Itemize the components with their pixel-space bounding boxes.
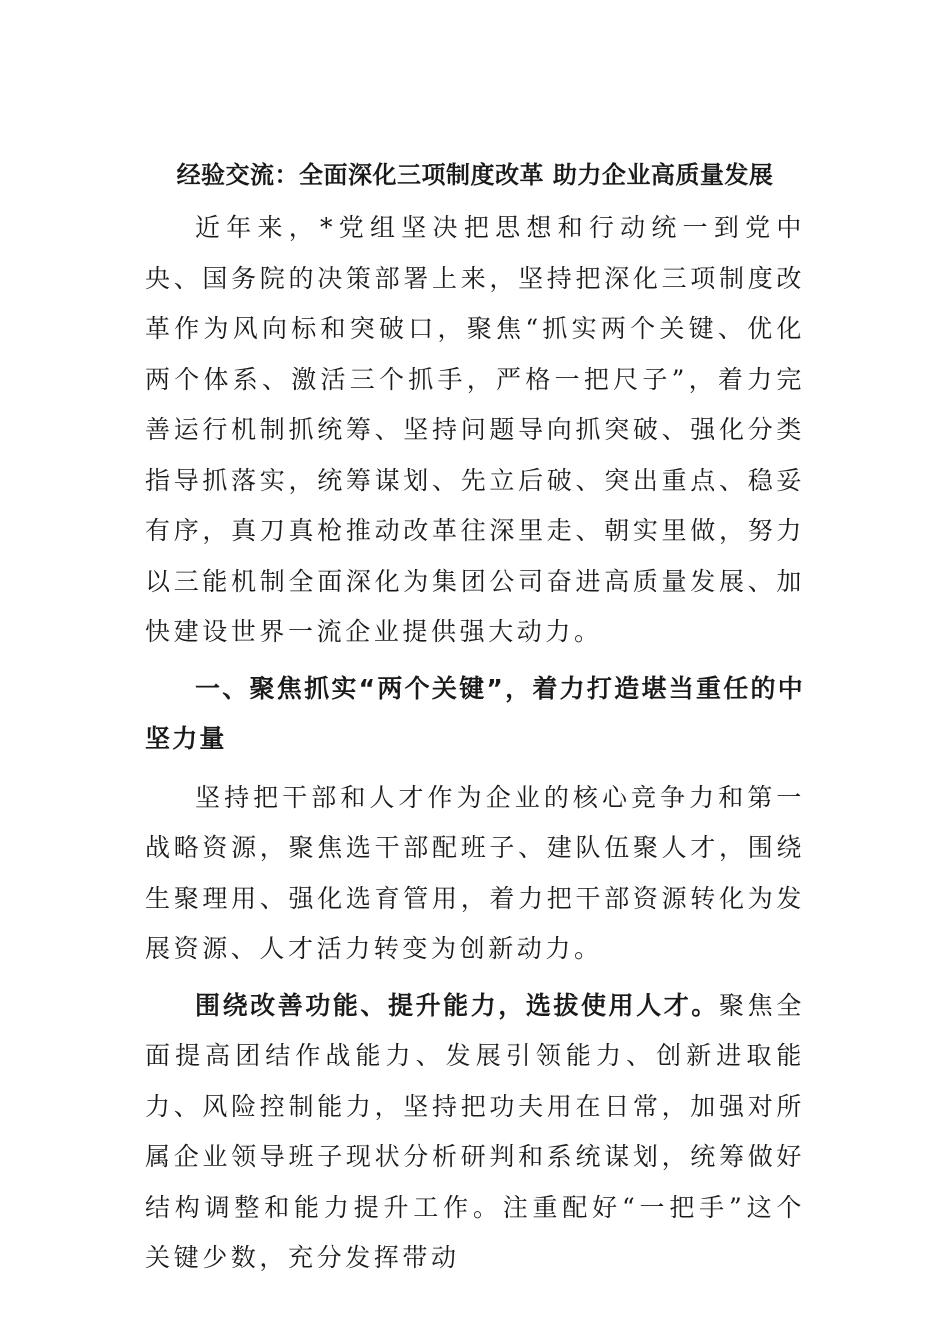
point-text: 聚焦全面提高团结作战能力、发展引领能力、创新进取能力、风险控制能力，坚持把功夫用在日常，加强对所属企业领导班子现状分析研判和系统谋划，统筹做好结构调整和能力提升工作。注重配好“一把手”这个关键少数，充分发挥带动 [145,990,805,1272]
section-paragraph: 坚持把干部和人才作为企业的核心竞争力和第一战略资源，聚焦选干部配班子、建队伍聚人才，围绕生聚理用、强化选育管用，着力把干部资源转化为发展资源、人才活力转变为创新动力。 [145,782,805,963]
point-lead: 围绕改善功能、提升能力，选拔使用人才。 [195,990,719,1020]
point-paragraph [145,981,805,1284]
section-heading: 一、聚焦抓实“两个关键”，着力打造堪当重任的中坚力量 [145,673,805,753]
intro-paragraph: 近年来，*党组坚决把思想和行动统一到党中央、国务院的决策部署上来，坚持把深化三项制度改革作为风向标和突破口，聚焦“抓实两个关键、优化两个体系、激活三个抓手，严格一把尺子”，着力完善运行机制抓统筹、坚持问题导向抓突破、强化分类指导抓落实，统筹谋划、先立后破、突出重点、稳妥有序，真刀真枪推动改革往深里走、朝实里做，努力以三能机制全面深化为集团公司奋进高质量发展、加快建设世界一流企业提供强大动力。 [145,213,805,646]
document-page [145,150,805,1290]
document-title: 经验交流：全面深化三项制度改革 助力企业高质量发展 [176,161,774,189]
